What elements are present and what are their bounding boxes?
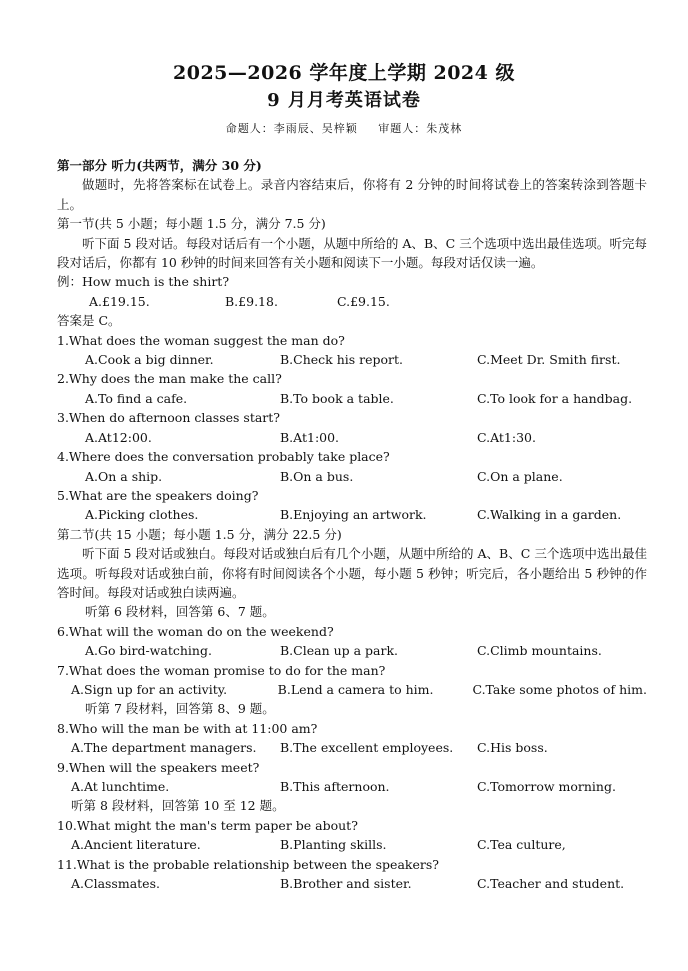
option-b: B.At1:00. — [280, 429, 340, 445]
section2-instructions: 听下面 5 段对话或独白。每段对话或独白后有几个小题，从题中所给的 A、B、C 三个选项中选出最佳选项。听每段对话或独白前，你将有时间阅读各个小题，每小题 5 秒钟；听完后，各小题给出 5 秒钟的作答时间。每段对话或独白读两遍。 — [57, 546, 647, 600]
exam-subtitle: 9 月月考英语试卷 — [267, 90, 421, 111]
part1-intro: 做题时，先将答案标在试卷上。录音内容结束后，你将有 2 分钟的时间将试卷上的答案转涂到答题卡上。 — [57, 177, 647, 212]
reviewer-label: 审题人：朱茂林 — [378, 122, 463, 135]
option-a: A.To find a cafe. — [85, 390, 188, 406]
question-4-options — [57, 467, 647, 486]
option-c: C.Tomorrow morning. — [477, 779, 616, 794]
option-b: B.Planting skills. — [280, 837, 387, 853]
question-7: 7.What does the woman promise to do for the man? — [57, 662, 386, 678]
option-a: A.Go bird-watching. — [85, 643, 212, 659]
option-a: A.Picking clothes. — [85, 507, 199, 523]
question-5-options — [57, 505, 647, 524]
example-answer: 答案是 C。 — [57, 313, 121, 329]
option-c: C.Walking in a garden. — [477, 507, 622, 523]
question-1-options — [57, 350, 647, 369]
option-a: A.At12:00. — [85, 429, 152, 445]
question-10: 10.What might the man's term paper be about? — [57, 817, 358, 833]
option-b: B.Enjoying an artwork. — [280, 507, 427, 523]
option-a: A.On a ship. — [85, 468, 163, 484]
option-b: B.On a bus. — [280, 468, 354, 484]
question-11-options — [57, 874, 647, 893]
option-c: C.Tea culture, — [477, 837, 566, 853]
option-c: C.Teacher and student. — [477, 876, 625, 892]
question-3-options — [57, 428, 647, 447]
option-c: C.His boss. — [477, 740, 548, 756]
question-2: 2.Why does the man make the call? — [57, 371, 282, 387]
option-b: B.Check his report. — [280, 352, 404, 368]
option-c: C.Take some photos of him. — [472, 681, 647, 697]
question-8: 8.Who will the man be with at 11:00 am? — [57, 720, 318, 736]
material-7-note: 听第 7 段材料，回答第 8、9 题。 — [85, 701, 275, 717]
question-6-options — [57, 641, 647, 660]
option-a: A.Sign up for an activity. — [71, 681, 228, 697]
option-c: C.At1:30. — [477, 429, 536, 445]
question-4: 4.Where does the conversation probably take place? — [57, 449, 390, 465]
option-c: C.Meet Dr. Smith first. — [477, 352, 621, 368]
question-10-options — [57, 835, 647, 854]
option-b: B.Brother and sister. — [280, 876, 412, 892]
question-1: 1.What does the woman suggest the man do? — [57, 332, 345, 348]
option-a: A.Classmates. — [71, 876, 160, 892]
option-c: C.To look for a handbag. — [477, 390, 633, 406]
section1-heading: 第一节(共 5 小题；每小题 1.5 分，满分 7.5 分) — [57, 216, 326, 232]
authors-line — [0, 120, 688, 136]
material-8-note: 听第 8 段材料，回答第 10 至 12 题。 — [71, 798, 285, 814]
question-8-options — [57, 738, 647, 757]
question-11: 11.What is the probable relationship between the speakers? — [57, 856, 439, 872]
question-2-options — [57, 389, 647, 408]
example-option-b: B.£9.18. — [225, 293, 278, 309]
question-6: 6.What will the woman do on the weekend? — [57, 623, 334, 639]
option-b: B.Lend a camera to him. — [277, 681, 434, 697]
option-a: A.Ancient literature. — [71, 837, 201, 853]
material-6-note: 听第 6 段材料，回答第 6、7 题。 — [85, 604, 275, 620]
question-9: 9.When will the speakers meet? — [57, 759, 260, 775]
question-9-options — [57, 777, 647, 796]
part1-heading: 第一部分 听力(共两节，满分 30 分) — [57, 158, 262, 173]
option-b: B.The excellent employees. — [280, 740, 454, 756]
example-option-a: A.£19.15. — [89, 293, 150, 309]
question-3: 3.When do afternoon classes start? — [57, 410, 281, 426]
option-a: A.Cook a big dinner. — [85, 352, 214, 368]
example-question: 例：How much is the shirt? — [57, 274, 230, 290]
option-a: A.The department managers. — [71, 740, 257, 756]
option-b: B.Clean up a park. — [280, 643, 399, 659]
option-a: A.At lunchtime. — [71, 779, 170, 794]
option-c: C.On a plane. — [477, 468, 563, 484]
setter-label: 命题人：李雨辰、吴梓颖 — [225, 122, 358, 135]
exam-content — [57, 156, 647, 893]
section2-heading: 第二节(共 15 小题；每小题 1.5 分，满分 22.5 分) — [57, 526, 342, 542]
example-option-c: C.£9.15. — [337, 293, 390, 309]
option-b: B.To book a table. — [280, 390, 394, 406]
question-5: 5.What are the speakers doing? — [57, 487, 259, 503]
question-7-options — [57, 680, 647, 699]
section1-instructions: 听下面 5 段对话。每段对话后有一个小题，从题中所给的 A、B、C 三个选项中选出最佳选项。听完每段对话后，你都有 10 秒钟的时间来回答有关小题和阅读下一小题。每段对话仅读一遍。 — [57, 235, 647, 271]
option-c: C.Climb mountains. — [477, 643, 602, 659]
option-b: B.This afternoon. — [280, 779, 390, 794]
exam-title: 2025—2026 学年度上学期 2024 级 — [173, 62, 515, 84]
example-options — [57, 292, 647, 311]
